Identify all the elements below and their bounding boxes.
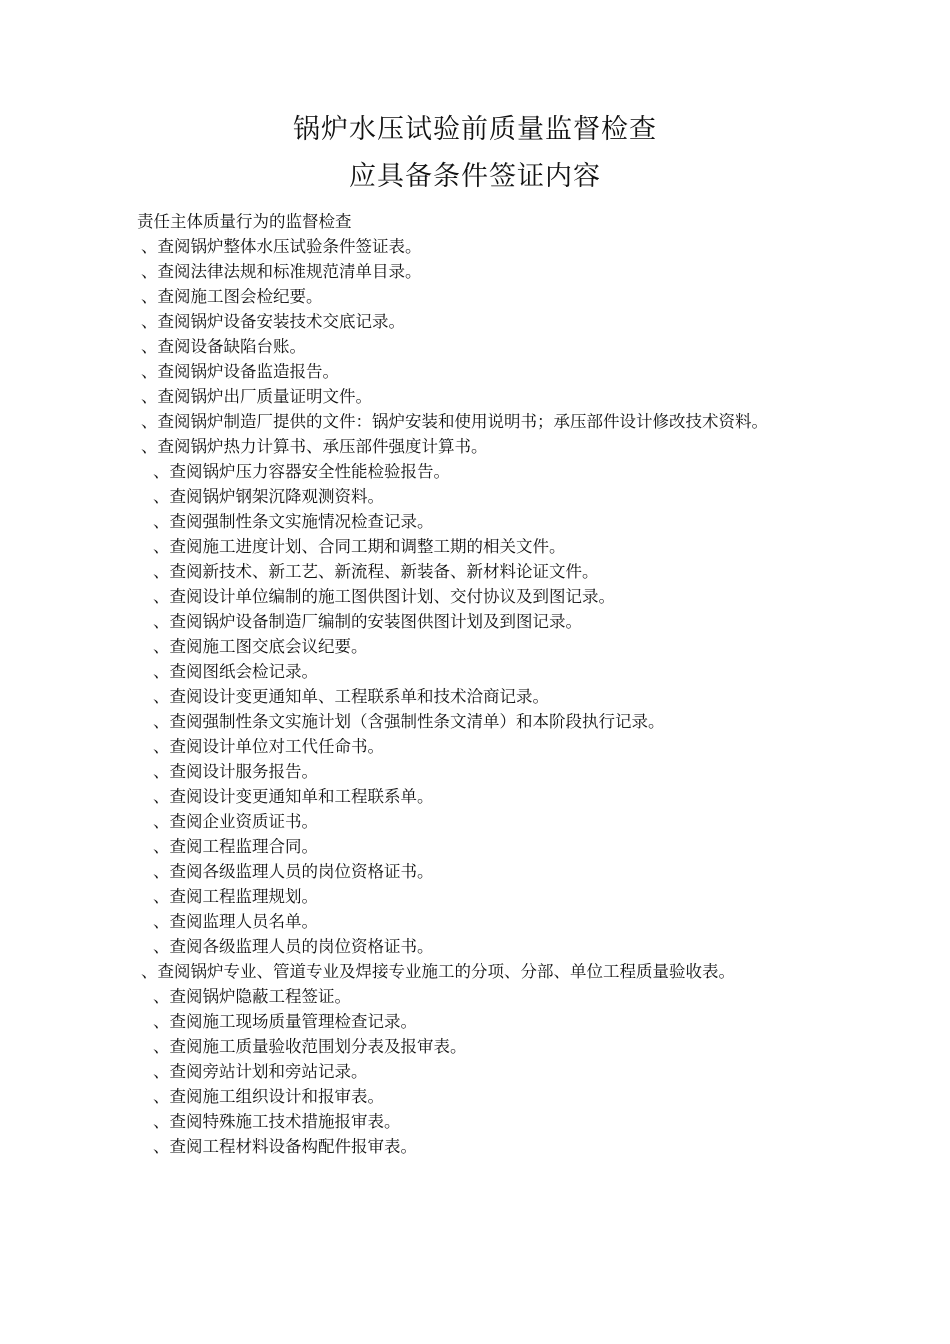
list-item: 、查阅锅炉设备制造厂编制的安装图供图计划及到图记录。 <box>153 612 582 631</box>
list-item: 、查阅强制性条文实施情况检查记录。 <box>153 512 434 531</box>
list-item: 、查阅锅炉隐蔽工程签证。 <box>153 987 351 1006</box>
list-item: 、查阅设计单位对工代任命书。 <box>153 737 384 756</box>
document-title-line-2: 应具备条件签证内容 <box>349 161 601 192</box>
list-item: 、查阅施工图会检纪要。 <box>141 287 323 306</box>
list-item: 、查阅工程监理合同。 <box>153 837 318 856</box>
list-item: 、查阅锅炉钢架沉降观测资料。 <box>153 487 384 506</box>
list-item: 、查阅施工图交底会议纪要。 <box>153 637 368 656</box>
list-item: 、查阅锅炉出厂质量证明文件。 <box>141 387 372 406</box>
list-item: 、查阅监理人员名单。 <box>153 912 318 931</box>
list-item: 、查阅施工质量验收范围划分表及报审表。 <box>153 1037 467 1056</box>
list-item: 、查阅企业资质证书。 <box>153 812 318 831</box>
list-item: 、查阅图纸会检记录。 <box>153 662 318 681</box>
list-item: 、查阅锅炉热力计算书、承压部件强度计算书。 <box>141 437 488 456</box>
list-item: 、查阅各级监理人员的岗位资格证书。 <box>153 937 434 956</box>
list-item: 、查阅法律法规和标准规范清单目录。 <box>141 262 422 281</box>
section-heading: 责任主体质量行为的监督检查 <box>137 212 352 231</box>
list-item: 、查阅施工现场质量管理检查记录。 <box>153 1012 417 1031</box>
list-item: 、查阅锅炉制造厂提供的文件：锅炉安装和使用说明书；承压部件设计修改技术资料。 <box>141 412 768 431</box>
list-item: 、查阅设备缺陷台账。 <box>141 337 306 356</box>
list-item: 、查阅各级监理人员的岗位资格证书。 <box>153 862 434 881</box>
list-item: 、查阅新技术、新工艺、新流程、新装备、新材料论证文件。 <box>153 562 599 581</box>
inspection-item-list <box>137 234 817 1159</box>
list-item: 、查阅施工组织设计和报审表。 <box>153 1087 384 1106</box>
list-item: 、查阅设计服务报告。 <box>153 762 318 781</box>
list-item: 、查阅强制性条文实施计划（含强制性条文清单）和本阶段执行记录。 <box>153 712 665 731</box>
list-item: 、查阅工程材料设备构配件报审表。 <box>153 1137 417 1156</box>
list-item: 、查阅锅炉压力容器安全性能检验报告。 <box>153 462 450 481</box>
list-item: 、查阅特殊施工技术措施报审表。 <box>153 1112 401 1131</box>
list-item: 、查阅设计变更通知单、工程联系单和技术洽商记录。 <box>153 687 549 706</box>
list-item: 、查阅旁站计划和旁站记录。 <box>153 1062 368 1081</box>
list-item: 、查阅锅炉整体水压试验条件签证表。 <box>141 237 422 256</box>
list-item: 、查阅工程监理规划。 <box>153 887 318 906</box>
list-item: 、查阅锅炉专业、管道专业及焊接专业施工的分项、分部、单位工程质量验收表。 <box>141 962 735 981</box>
list-item: 、查阅设计单位编制的施工图供图计划、交付协议及到图记录。 <box>153 587 615 606</box>
list-item: 、查阅锅炉设备安装技术交底记录。 <box>141 312 405 331</box>
list-item: 、查阅设计变更通知单和工程联系单。 <box>153 787 434 806</box>
document-title-line-1: 锅炉水压试验前质量监督检查 <box>293 114 657 145</box>
list-item: 、查阅锅炉设备监造报告。 <box>141 362 339 381</box>
list-item: 、查阅施工进度计划、合同工期和调整工期的相关文件。 <box>153 537 566 556</box>
